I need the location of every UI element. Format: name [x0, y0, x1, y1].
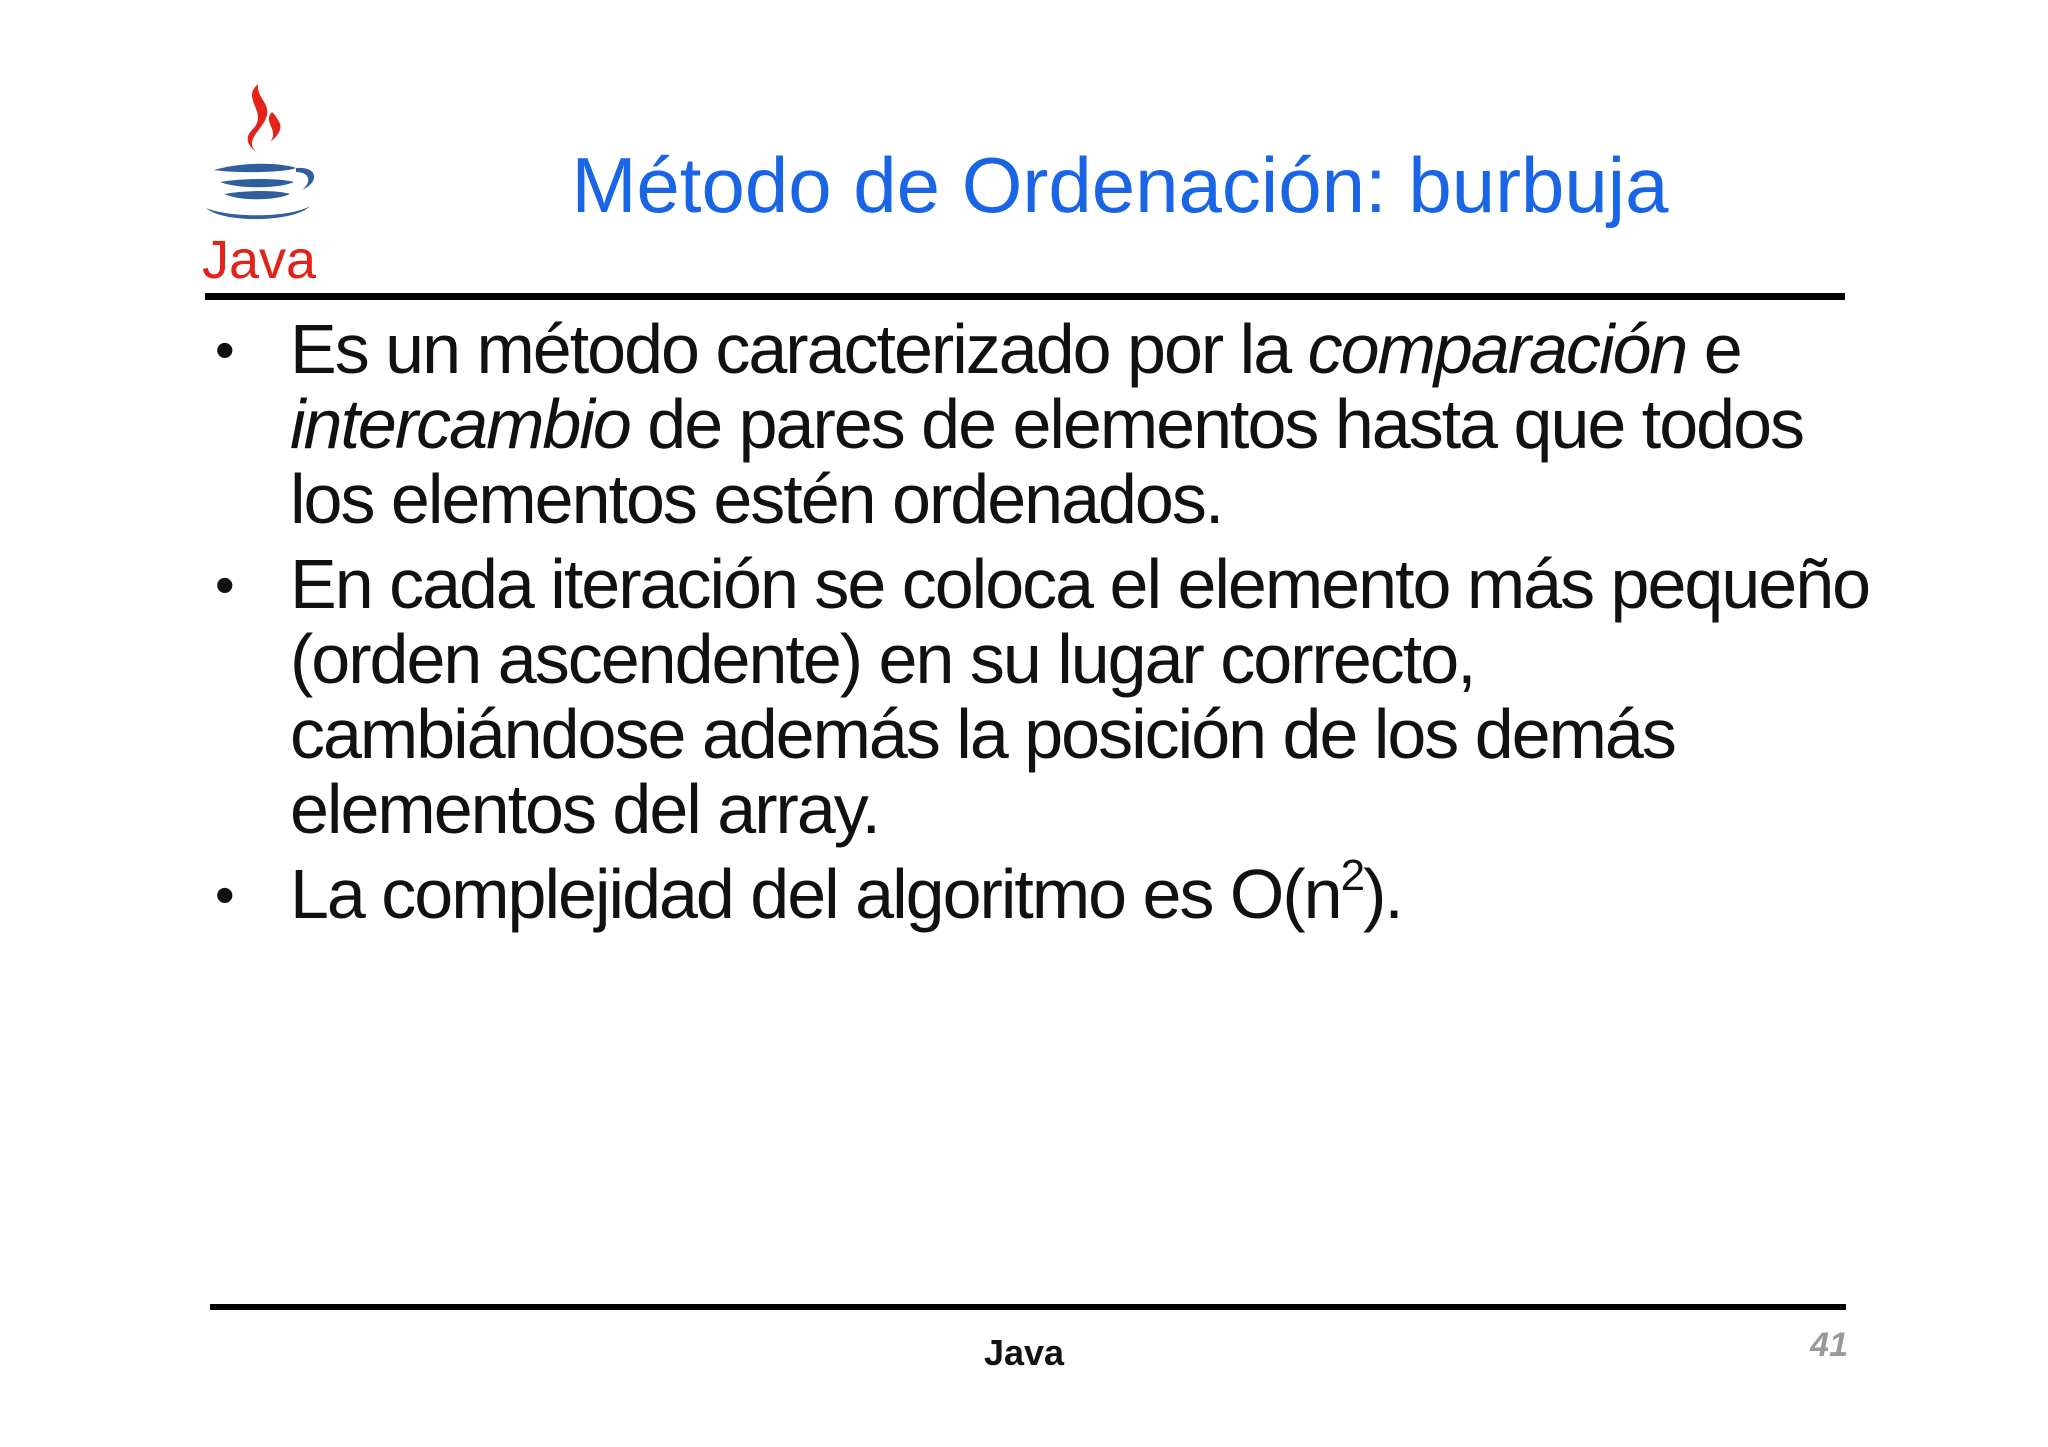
bullet-item [215, 545, 1870, 848]
bullet-text: e [1686, 310, 1741, 388]
footer-divider [210, 1304, 1846, 1310]
header-divider [205, 293, 1845, 300]
bullet-line [290, 772, 1855, 847]
bullet-line [290, 387, 1855, 462]
bullet-line [290, 545, 1870, 623]
bullet-text: elementos del array. [290, 770, 880, 848]
bullet-text: ). [1363, 855, 1402, 933]
bullet-line [290, 850, 1855, 933]
superscript-exponent: 2 [1340, 850, 1364, 900]
bullet-emphasis: comparación [1307, 310, 1687, 388]
bullet-line [290, 697, 1855, 772]
bullet-marker: • [215, 863, 233, 926]
bullet-item [215, 312, 1855, 537]
bullet-emphasis: intercambio [290, 385, 630, 463]
java-logo [200, 82, 320, 292]
footer-label: Java [983, 1332, 1065, 1373]
bullet-text: cambiándose además la posición de los demás [290, 695, 1675, 773]
bullet-line [290, 462, 1855, 537]
bullet-text: los elementos estén ordenados. [290, 460, 1223, 538]
bullet-text: (orden ascendente) en su lugar correcto, [290, 620, 1475, 698]
java-logo-text: Java [202, 230, 317, 290]
bullet-text: En cada iteración se coloca el elemento más pequeño [290, 545, 1870, 623]
bullet-list [215, 310, 1870, 942]
bullet-marker: • [215, 553, 233, 616]
bullet-text: La complejidad del algoritmo es O(n [290, 855, 1341, 933]
bullet-text: de pares de elementos hasta que todos [629, 385, 1804, 463]
bullet-line [290, 622, 1855, 697]
page-number: 41 [1810, 1326, 1848, 1364]
bullet-text: Es un método caracterizado por la [290, 310, 1308, 388]
bullet-item [215, 850, 1855, 933]
bullet-marker: • [215, 318, 233, 381]
slide-title: Método de Ordenación: burbuja [571, 141, 1669, 229]
bullet-line [290, 312, 1855, 387]
